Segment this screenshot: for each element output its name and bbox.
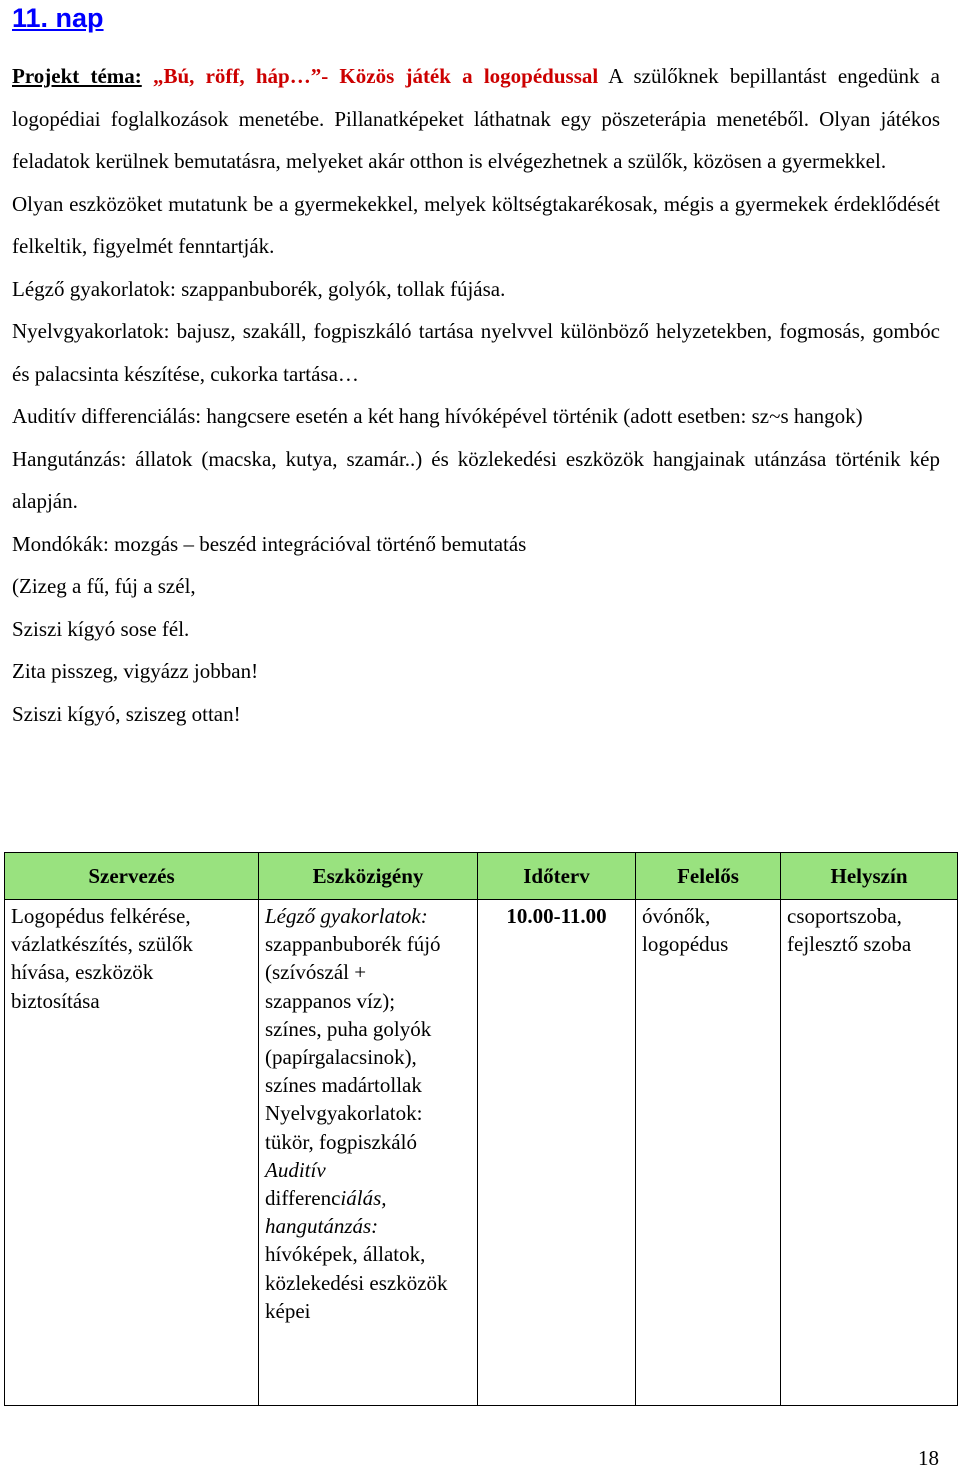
- header-organization: Szervezés: [5, 853, 259, 900]
- paragraph-breathing: Légző gyakorlatok: szappanbuborék, golyók, tollak fújása.: [12, 276, 506, 301]
- cell-responsible: [636, 900, 781, 1406]
- table-header-row: [5, 853, 958, 900]
- cell-time: 10.00-11.00: [478, 900, 636, 1406]
- paragraph-rhymes: Mondókák: mozgás – beszéd integrációval történő bemutatás: [12, 531, 527, 556]
- equipment-fragment: iálás,: [340, 1186, 387, 1211]
- equipment-line: Auditív: [265, 1157, 326, 1182]
- location-line: fejlesztő szoba: [787, 932, 912, 957]
- rhyme-line: Sziszi kígyó, sziszeg ottan!: [12, 701, 241, 726]
- intro-text: A szülőknek bepillantást engedünk a logopédiai foglalkozások menetébe. Pillanatképeket láthatnak egy pöszeterápia menetéből. Olyan játékos feladatok kerülnek bemutatásra, melyeket akár otthon is elvégezhetnek a szülők, közösen a gyermekkel.: [12, 64, 940, 173]
- responsible-line: óvónők,: [642, 904, 711, 928]
- project-title: „Bú, röff, háp…”- Közös játék a logopédussal: [152, 64, 599, 88]
- plan-table: [4, 852, 958, 1406]
- organization-line: hívása, eszközök: [11, 960, 154, 985]
- header-responsible: Felelős: [636, 853, 781, 900]
- header-equipment: Eszközigény: [259, 853, 478, 900]
- project-label: Projekt téma:: [12, 64, 142, 88]
- equipment-line: szappanos víz);: [265, 988, 396, 1013]
- page-heading: 11. nap: [12, 3, 104, 33]
- equipment-line: színes, puha golyók: [265, 1016, 432, 1041]
- responsible-line: logopédus: [642, 932, 729, 957]
- cell-organization: [5, 900, 259, 1406]
- organization-line: Logopédus felkérése,: [11, 904, 191, 928]
- cell-equipment: [259, 900, 478, 1406]
- equipment-line: hívóképek, állatok,: [265, 1242, 426, 1267]
- equipment-line: közlekedési eszközök: [265, 1270, 448, 1295]
- location-line: csoportszoba,: [787, 904, 902, 928]
- header-time: Időterv: [478, 853, 636, 900]
- equipment-line: képei: [265, 1298, 311, 1323]
- organization-line: biztosítása: [11, 988, 100, 1013]
- equipment-line: (szívószál +: [265, 960, 367, 985]
- paragraph-tools: Olyan eszközöket mutatunk be a gyermekekkel, melyek költségtakarékosak, mégis a gyermekek érdeklődését felkeltik, figyelmét fenntartják.: [12, 191, 940, 258]
- equipment-line: hangutánzás:: [265, 1214, 379, 1239]
- intro-paragraph: [12, 55, 940, 183]
- equipment-line: színes madártollak: [265, 1073, 422, 1098]
- equipment-line: szappanbuborék fújó: [265, 932, 441, 957]
- paragraph-imitation: Hangutánzás: állatok (macska, kutya, szamár..) és közlekedési eszközök hangjainak utánzása történik kép alapján.: [12, 446, 940, 513]
- equipment-line: (papírgalacsinok),: [265, 1045, 417, 1070]
- paragraph-auditory: Auditív differenciálás: hangcsere esetén a két hang hívóképével történik (adott esetben: sz~s hangok): [12, 404, 863, 428]
- cell-location: [781, 900, 958, 1406]
- equipment-line: [265, 1184, 471, 1212]
- paragraph-tongue: Nyelvgyakorlatok: bajusz, szakáll, fogpiszkáló tartása nyelvvel különböző helyzetekben, fogmosás, gombóc és palacsinta készítése, cukorka tartása…: [12, 319, 940, 386]
- equipment-line: Nyelvgyakorlatok:: [265, 1101, 423, 1126]
- equipment-fragment: differenc: [265, 1186, 341, 1211]
- table-row: [5, 900, 958, 1406]
- page-number: 18: [918, 1446, 939, 1470]
- rhyme-line: (Zizeg a fű, fúj a szél,: [12, 574, 196, 598]
- header-location: Helyszín: [781, 853, 958, 900]
- equipment-line: tükör, fogpiszkáló: [265, 1129, 417, 1154]
- rhyme-line: Sziszi kígyó sose fél.: [12, 616, 190, 641]
- organization-line: vázlatkészítés, szülők: [11, 932, 193, 957]
- equipment-line: Légző gyakorlatok:: [265, 904, 428, 928]
- rhyme-line: Zita pisszeg, vigyázz jobban!: [12, 659, 259, 683]
- body-text: [12, 55, 940, 735]
